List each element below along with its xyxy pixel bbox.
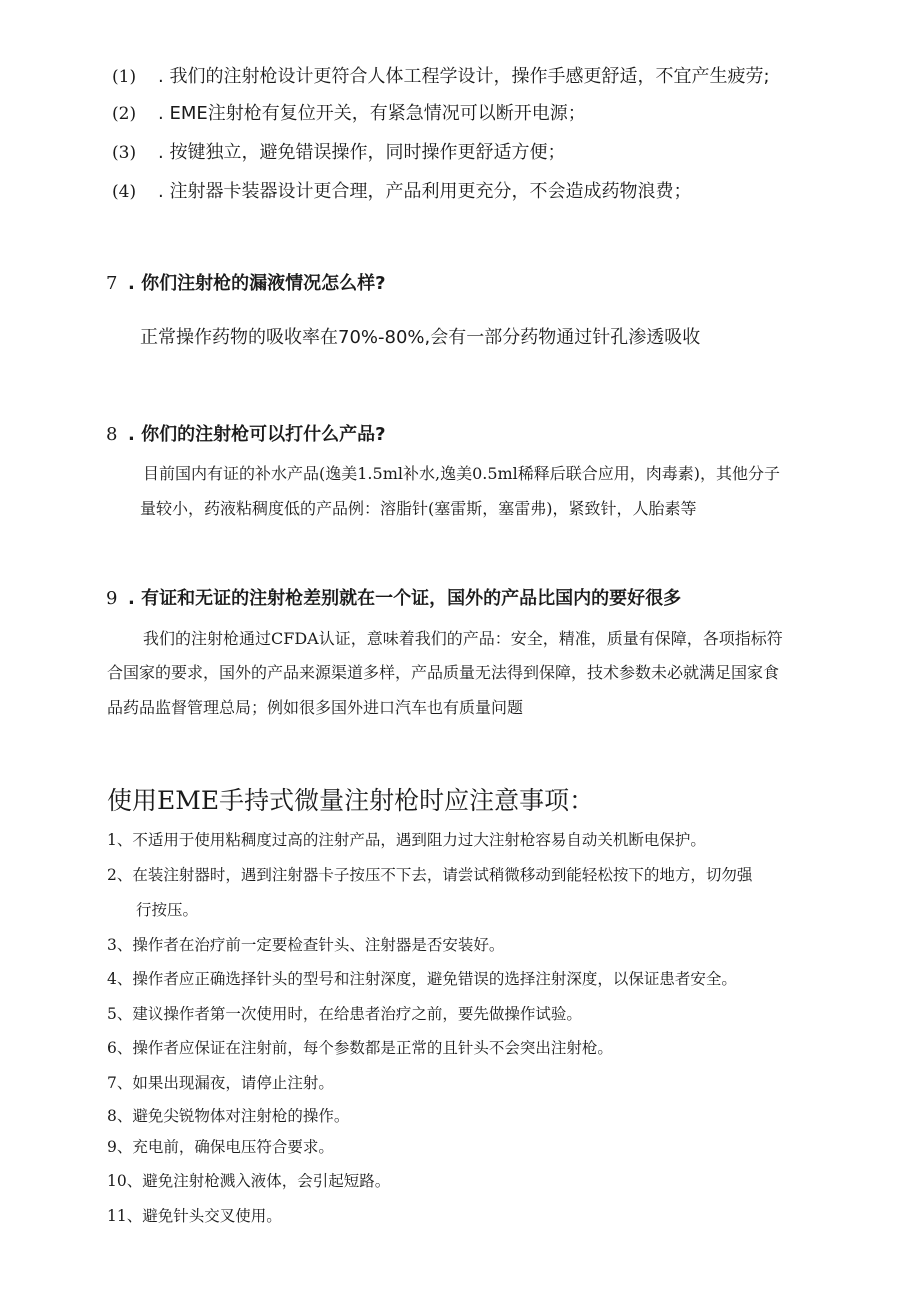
note-item: 10、避免注射枪溅入液体，会引起短路。 xyxy=(107,1172,391,1190)
note-item: 6、操作者应保证在注射前，每个参数都是正常的且针头不会突出注射枪。 xyxy=(107,1039,613,1057)
note-item: 1、不适用于使用粘稠度过高的注射产品，遇到阻力过大注射枪容易自动关机断电保护。 xyxy=(107,831,706,849)
feature-text: . 注射器卡装器设计更合理，产品利用更充分，不会造成药物浪费； xyxy=(158,181,692,202)
feature-num: (3) xyxy=(112,143,137,163)
feature-text: . 我们的注射枪设计更符合人体工程学设计，操作手感更舒适，不宜产生疲劳; xyxy=(158,66,770,87)
q8-title: . 你们的注射枪可以打什么产品? xyxy=(128,424,386,445)
feature-item-4 xyxy=(112,177,691,203)
feature-item-3 xyxy=(112,138,565,164)
note-item: 5、建议操作者第一次使用时，在给患者治疗之前，要先做操作试验。 xyxy=(107,1005,582,1023)
q8-num: 8 xyxy=(106,424,118,445)
feature-item-1 xyxy=(112,62,770,88)
note-item: 4、操作者应正确选择针头的型号和注射深度，避免错误的选择注射深度，以保证患者安全。 xyxy=(107,970,737,988)
feature-num: (2) xyxy=(112,104,137,124)
q7-heading xyxy=(106,269,386,295)
note-item: 11、避免针头交叉使用。 xyxy=(107,1207,282,1225)
note-item: 7、如果出现漏夜，请停止注射。 xyxy=(107,1074,334,1092)
note-item-continuation: 行按压。 xyxy=(136,901,199,919)
q7-title: . 你们注射枪的漏液情况怎么样? xyxy=(128,273,386,294)
q9-title: . 有证和无证的注射枪差别就在一个证，国外的产品比国内的要好很多 xyxy=(128,588,682,609)
note-item: 3、操作者在治疗前一定要检查针头、注射器是否安装好。 xyxy=(107,936,505,954)
q9-answer-line-3: 品药品监督管理总局；例如很多国外进口汽车也有质量问题 xyxy=(107,698,524,717)
notes-title: 使用EME手持式微量注射枪时应注意事项： xyxy=(107,786,595,815)
feature-text: . 按键独立，避免错误操作，同时操作更舒适方便； xyxy=(158,142,566,163)
note-item: 9、充电前，确保电压符合要求。 xyxy=(107,1138,334,1156)
q9-num: 9 xyxy=(106,588,118,609)
q7-answer: 正常操作药物的吸收率在70%-80%,会有一部分药物通过针孔渗透吸收 xyxy=(140,327,701,348)
q9-answer-line-1: 我们的注射枪通过CFDA认证，意味着我们的产品：安全，精准，质量有保障，各项指标符 xyxy=(143,629,783,648)
feature-item-2 xyxy=(112,99,586,125)
note-item: 8、避免尖锐物体对注射枪的操作。 xyxy=(107,1107,350,1125)
note-item: 2、在装注射器时，遇到注射器卡子按压不下去，请尝试稍微移动到能轻松按下的地方，切勿强 xyxy=(107,866,753,884)
q8-heading xyxy=(106,420,386,446)
q8-answer-line-1: 目前国内有证的补水产品(逸美1.5ml补水,逸美0.5ml稀释后联合应用，肉毒素)，其他分子 xyxy=(143,464,781,483)
q7-num: 7 xyxy=(106,273,118,294)
q9-heading xyxy=(106,584,681,610)
feature-text: . EME注射枪有复位开关，有紧急情况可以断开电源； xyxy=(158,103,586,124)
feature-num: (4) xyxy=(112,182,137,202)
feature-num: (1) xyxy=(112,67,137,87)
q8-answer-line-2: 量较小，药液粘稠度低的产品例：溶脂针(塞雷斯，塞雷弗)，紧致针，人胎素等 xyxy=(140,499,697,518)
q9-answer-line-2: 合国家的要求，国外的产品来源渠道多样，产品质量无法得到保障，技术参数未必就满足国家食 xyxy=(107,663,780,682)
